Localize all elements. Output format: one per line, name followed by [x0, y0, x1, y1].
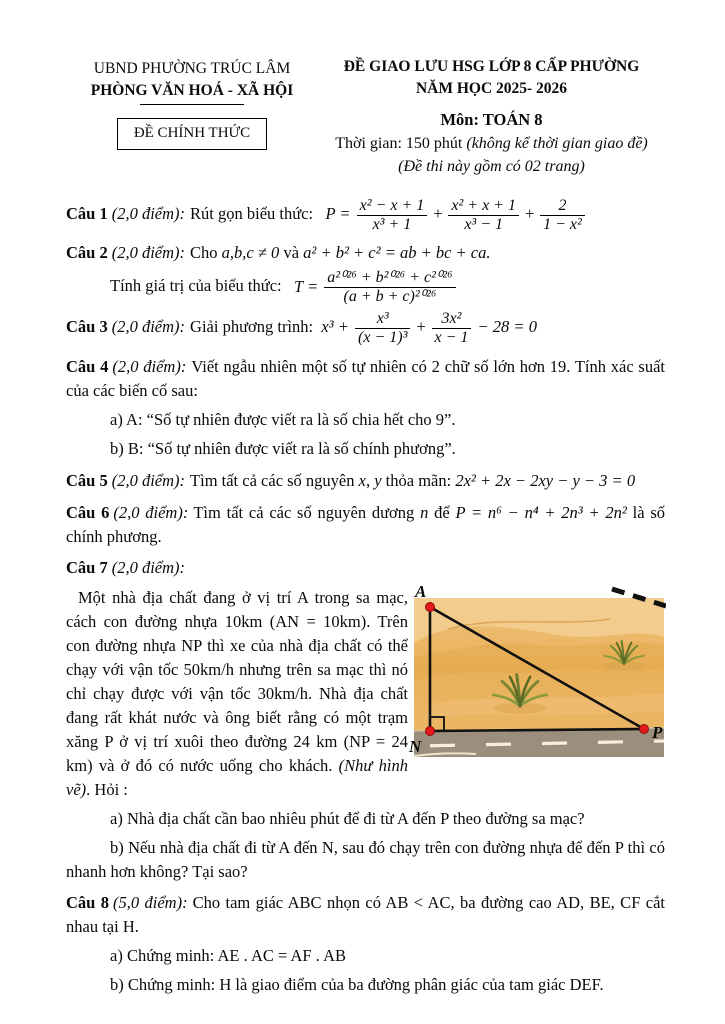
question-6-points: (2,0 điểm): [113, 502, 189, 522]
question-3 [66, 310, 665, 347]
question-6-text1: Tìm tất cả các số nguyên dương [193, 502, 421, 522]
question-7-paragraph [66, 583, 408, 801]
question-1 [66, 197, 665, 234]
desert-triangle-illustration [408, 585, 666, 785]
q6-variable: n [420, 502, 429, 522]
subject-line: Môn: TOÁN 8 [440, 110, 543, 130]
question-2-points: (2,0 điểm): [111, 243, 186, 263]
q5-equation: 2x² + 2x − 2xy − y − 3 = 0 [455, 470, 636, 490]
q3-lead: x³ + [321, 317, 349, 337]
q2-lhs: T = [293, 276, 319, 296]
question-1-points: (2,0 điểm): [111, 203, 186, 223]
plus-sign: + [432, 203, 444, 223]
org-name: UBND PHƯỜNG TRÚC LÂM [93, 60, 291, 77]
question-7-item-b: b) Nếu nhà địa chất đi từ A đến N, sau đó chạy trên con đường nhựa để đến P thì có nhanh hơn không? Tại sao? [66, 837, 665, 881]
issuing-org-block [66, 56, 318, 179]
question-8-label: Câu 8 [66, 893, 109, 913]
question-4-label: Câu 4 [66, 357, 109, 377]
question-6 [66, 501, 665, 549]
question-8-item-a: a) Chứng minh: AE . AC = AF . AB [110, 946, 346, 966]
question-7-item-a: a) Nhà địa chất cần bao nhiêu phút để đi từ A đến P theo đường sa mạc? [110, 808, 585, 828]
vertex-label-p: P [652, 723, 663, 743]
question-2-evaluate [110, 269, 665, 306]
vertex-dot-p [640, 725, 649, 734]
org-underline [140, 104, 244, 105]
question-4-points: (2,0 điểm): [112, 357, 187, 377]
question-7-points: (2,0 điểm): [111, 558, 186, 578]
q3-tail: − 28 = 0 [477, 317, 537, 337]
org-department: PHÒNG VĂN HOÁ - XÃ HỘI [90, 82, 294, 100]
question-2-text1: Cho [190, 243, 222, 263]
exam-title-block [318, 56, 665, 179]
q2-condition: a,b,c ≠ 0 [221, 243, 280, 263]
q2-fraction: $\frac{\text{a²⁰²⁶ + b²⁰²⁶ + c²⁰²⁶}}{\text{(a + b + c)²⁰²⁶}}$ [322, 269, 457, 306]
vertex-dot-n [426, 727, 435, 736]
question-7 [66, 556, 665, 580]
question-7-content [66, 583, 665, 801]
question-5-text1: Tìm tất cả các số nguyên [190, 470, 359, 490]
question-5-label: Câu 5 [66, 470, 108, 490]
header [66, 56, 665, 179]
question-8-item-b: b) Chứng minh: H là giao điểm của ba đường phân giác của tam giác DEF. [110, 975, 604, 995]
question-4-text: Viết ngẫu nhiên một số tự nhiên có 2 chữ số lớn hơn 19. Tính xác suất của các biến cố sau: [66, 357, 665, 400]
question-6-text3: là số chính phương. [66, 502, 665, 546]
question-3-label: Câu 3 [66, 317, 108, 337]
plus-sign: + [523, 203, 536, 223]
question-2 [66, 241, 665, 265]
pages-note: (Đề thi này gồm có 02 trang) [398, 158, 585, 176]
question-5 [66, 469, 665, 493]
question-1-label: Câu 1 [66, 203, 108, 223]
question-2-label: Câu 2 [66, 243, 108, 263]
question-1-formula [317, 196, 587, 233]
q3-fraction-1: $\frac{\text{x³}}{\text{(x − 1)³}}$ [353, 310, 412, 347]
question-2-text2: và [279, 243, 304, 263]
q1-fraction-3: $\frac{2}{\text{1 − x²}}$ [538, 197, 587, 234]
q1-fraction-1: $\frac{\text{x² − x + 1}}{\text{x³ + 1}}$ [355, 197, 430, 234]
exam-title: ĐỀ GIAO LƯU HSG LỚP 8 CẤP PHƯỜNG [343, 58, 640, 75]
question-5-text2: thỏa mãn: [381, 470, 456, 490]
question-6-label: Câu 6 [66, 502, 110, 522]
vertex-dot-a [426, 603, 435, 612]
question-8-text: Cho tam giác ABC nhọn có AB < AC, ba đường cao AD, BE, CF cắt nhau tại H. [66, 893, 666, 937]
desert-figure [408, 583, 666, 801]
q2-formula [286, 269, 458, 306]
question-1-text: Rút gọn biểu thức: [190, 203, 314, 223]
time-limit-line [318, 132, 665, 155]
q7-text-end: . Hỏi : [86, 779, 128, 799]
school-year: NĂM HỌC 2025- 2026 [415, 79, 568, 97]
question-3-points: (2,0 điểm): [111, 317, 186, 337]
vertex-label-n: N [409, 737, 422, 757]
vertex-label-a: A [415, 585, 427, 602]
question-6-text2: để [428, 502, 456, 522]
exam-body [66, 197, 665, 997]
question-5-points: (2,0 điểm): [111, 470, 186, 490]
question-4 [66, 355, 665, 403]
question-4-item-a: a) A: “Số tự nhiên được viết ra là số chia hết cho 9”. [110, 409, 456, 429]
question-4-item-b: b) B: “Số tự nhiên được viết ra là số chính phương”. [110, 438, 456, 458]
q7-figure-reference: (Như hình vẽ) [66, 755, 408, 799]
q5-variables: x, y [358, 470, 382, 490]
question-2-text3: Tính giá trị của biểu thức: [110, 276, 282, 296]
q6-expression: P = n⁶ − n⁴ + 2n³ + 2n² [455, 502, 627, 522]
plus-sign: + [415, 317, 427, 337]
q3-equation [317, 310, 537, 347]
time-limit-note: (không kể thời gian giao đề) [466, 135, 648, 153]
q2-identity: a² + b² + c² = ab + bc + ca. [303, 243, 491, 263]
question-8 [66, 891, 665, 939]
question-7-label: Câu 7 [66, 558, 108, 578]
q7-text: Một nhà địa chất đang ở vị trí A trong sa mạc, cách con đường nhựa 10km (AN = 10km). Trên con đường nhựa NP thì xe của nhà địa chất có thể chạy với vận tốc 50km/h nhưng trên sa mạc thì nó chỉ chạy được với vận tốc 30km/h. Nhà địa chất đang rất khát nước và ông biết rằng có một trạm xăng P ở vị trí xuôi theo đường 24 km (NP = 24 km) và ở đó có nước uống cho khách. [66, 588, 408, 775]
q3-fraction-2: $\frac{\text{3x²}}{x - 1}$ [430, 310, 474, 347]
question-3-text: Giải phương trình: [190, 317, 314, 337]
time-limit: Thời gian: 150 phút [335, 135, 467, 153]
official-exam-stamp: ĐỀ CHÍNH THỨC [117, 118, 267, 150]
q1-fraction-2: $\frac{\text{x² + x + 1}}{\text{x³ − 1}}$ [446, 197, 521, 234]
question-8-points: (5,0 điểm): [113, 893, 188, 913]
q1-lhs: P = [325, 203, 351, 223]
